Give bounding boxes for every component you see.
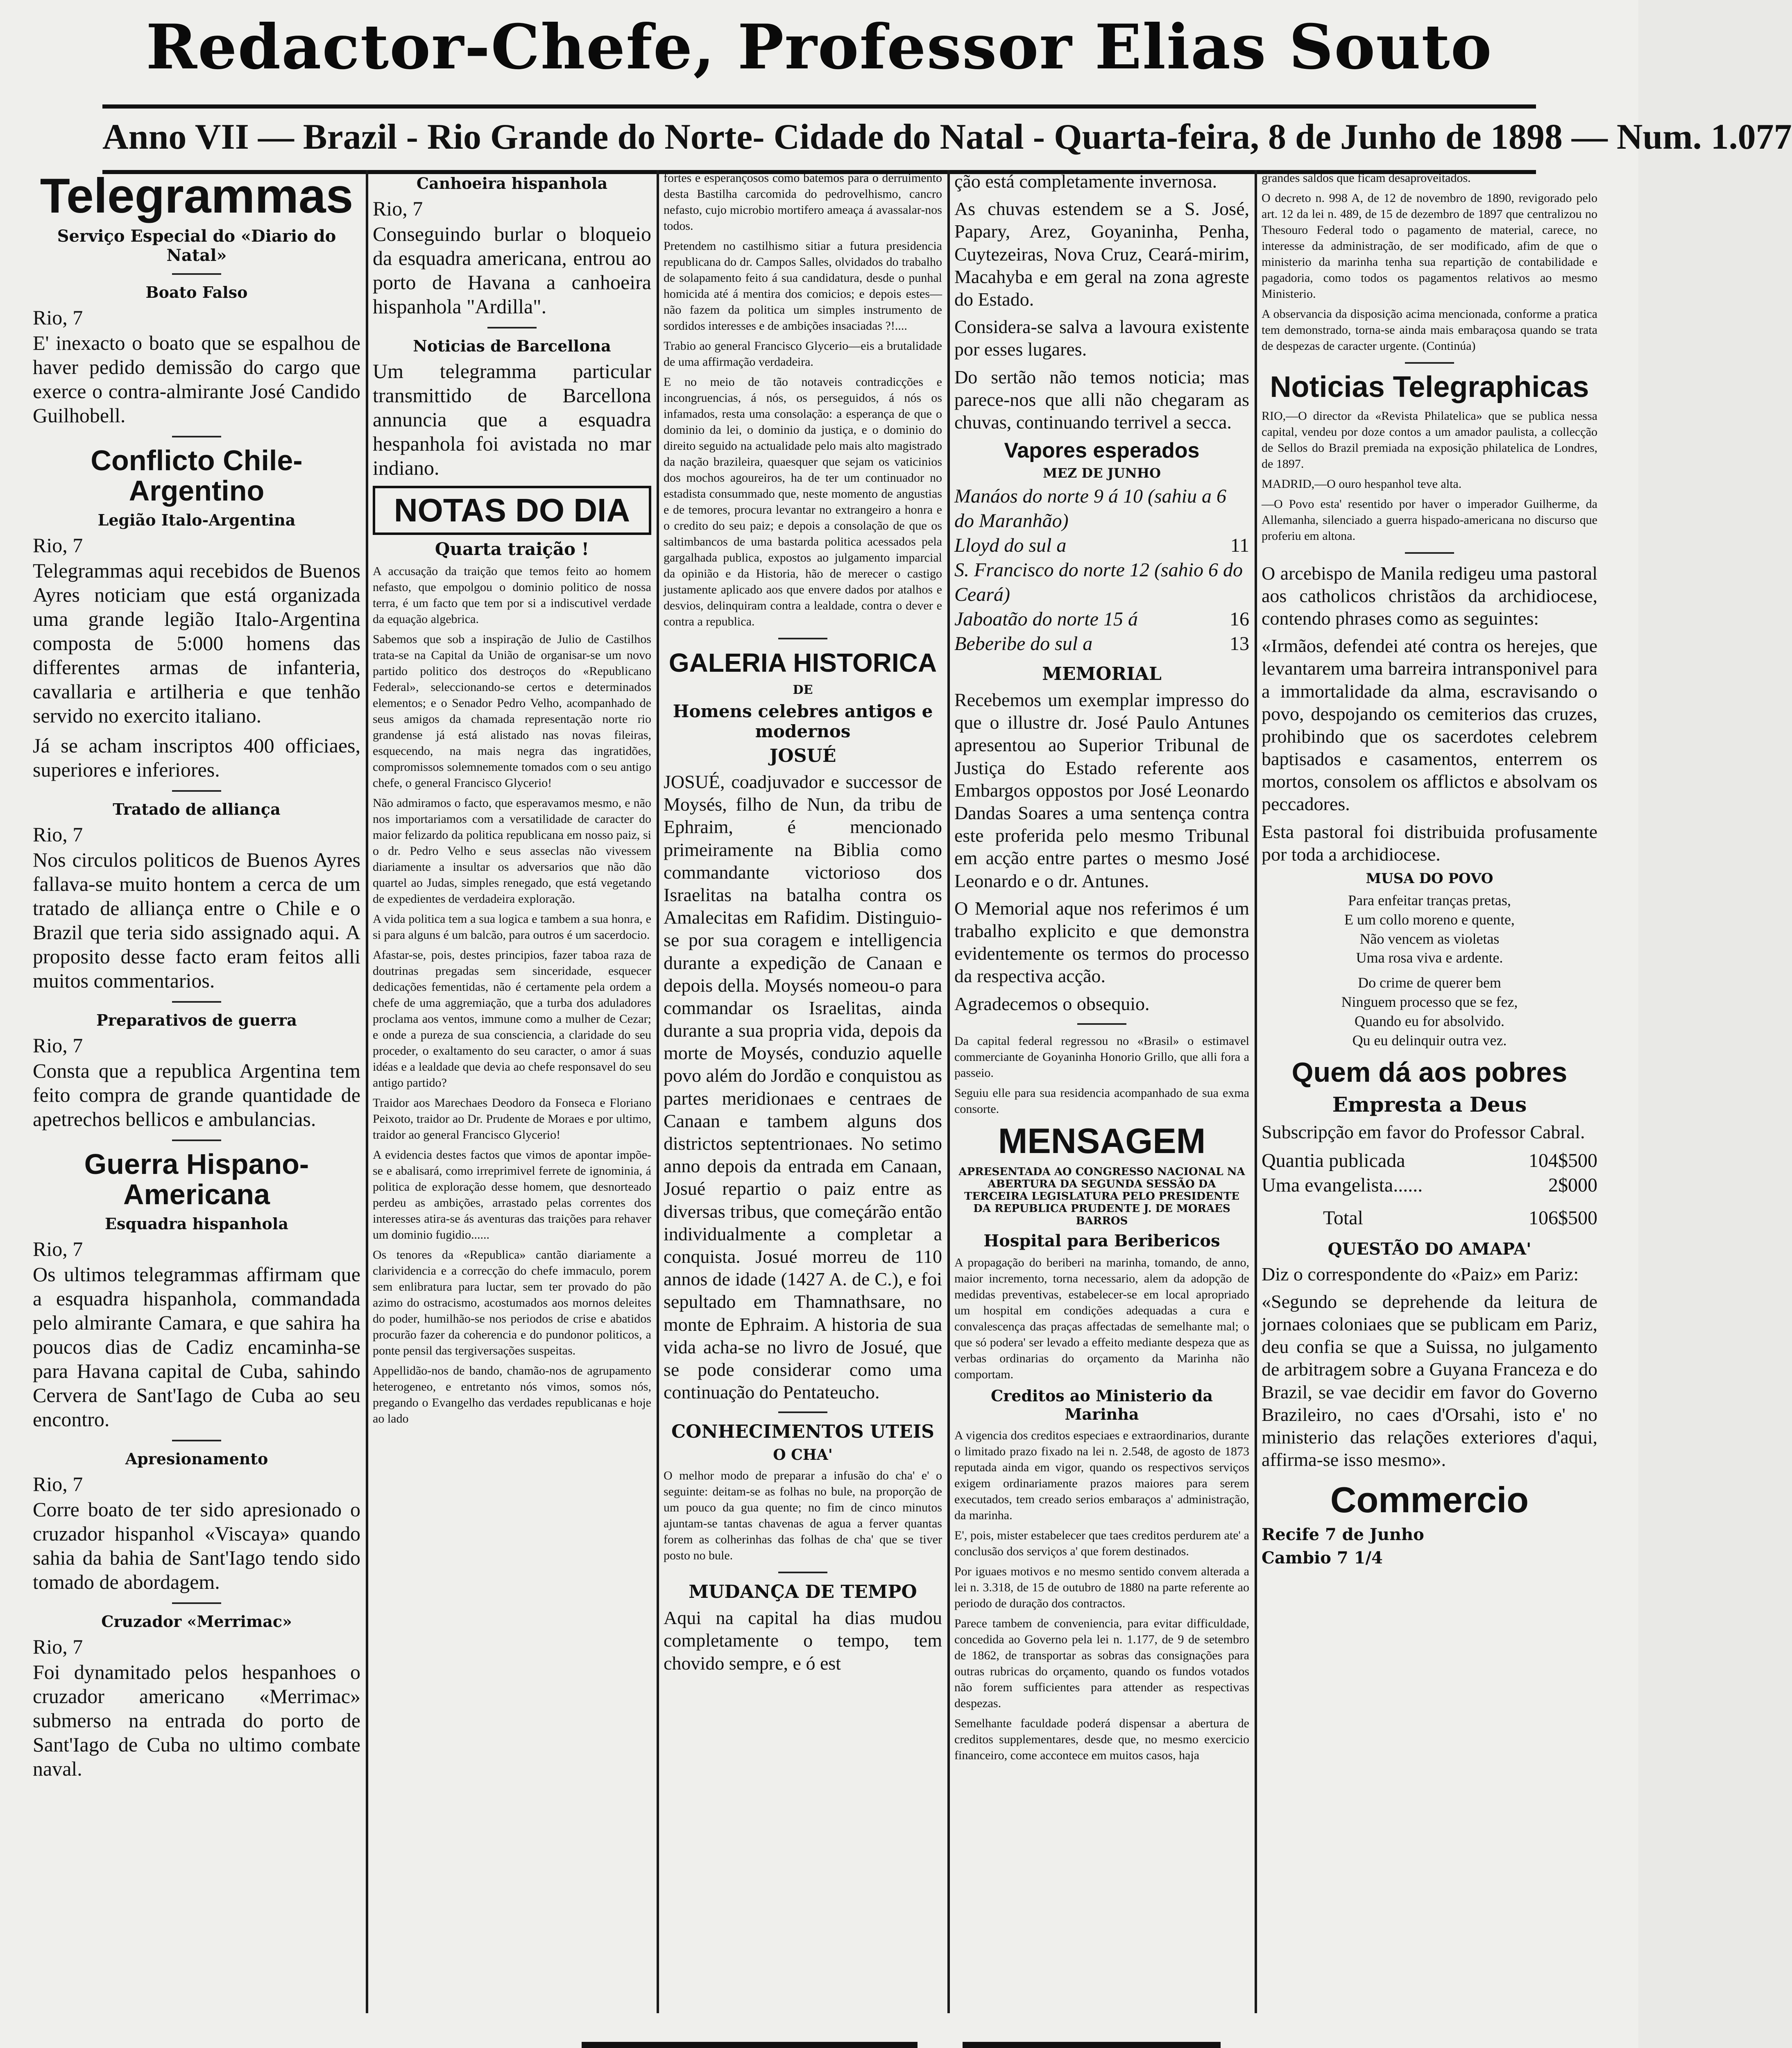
cambio: Cambio 7 1/4 [1262,1548,1383,1568]
separator [778,638,827,639]
heading-conflicto: Conflicto Chile-Argentino [91,444,303,507]
poem-line: Quando eu for absolvido. [1355,1013,1504,1029]
article-conflicto: Telegrammas aqui recebidos de Buenos Ayres noticiam que está organizada uma grande legião Italo-Argentina composta de 5:000 homens das differentes armas de infanteria, cavallaria e artilheria e que tenhão servido no exercito italiano. [33,559,360,727]
separator [172,1140,221,1141]
column-galeria [664,170,942,2013]
paragraph: Seguiu elle para sua residencia acompanhado de sua exma consorte. [954,1086,1249,1116]
paragraph: Parece tambem de conveniencia, para evitar difficuldade, concedida ao Governo pela lei n. 1.177, de 9 de setembro de 1862, de transportar as sobras das consignações para outras rubricas do orçamento, quando os fundos votados não forem sufficientes para attender as respectivas despezas. [954,1616,1249,1710]
place: Rio, 7 [33,1237,83,1260]
column-notas [373,170,651,2013]
separator [487,327,537,328]
article-barcellona: Um telegramma particular transmittido de Barcellona annuncia que a esquadra hespanhola foi avistada no mar indiano. [373,360,651,479]
paragraph: Pretendem no castilhismo sitiar a futura presidencia republicana do dr. Campos Salles, olvidados do trabalho de solapamento feito á sua candidatura, desde o punhal homicida até á mentira dos comicios; e depois estes—não fazem da politica um simples instrumento de sordidos interesses e de ambições insaciadas ?!.... [664,239,942,333]
heading-tratado: Tratado de alliança [113,800,281,818]
vapor-name: Lloyd do sul a [954,535,1067,557]
commercio-title: Commercio [1330,1479,1529,1520]
place: Rio, 7 [33,1473,83,1495]
heading-canhoeira: Canhoeira hispanhola [416,174,608,193]
paragraph: Traidor aos Marechaes Deodoro da Fonseca e Floriano Peixoto, traidor ao Dr. Prudente de Moraes e por ultimo, traidor ao general Francisco Glycerio! [373,1096,651,1142]
stamp-ilegivel [963,2042,1221,2048]
place: Rio, 7 [33,823,83,846]
hospital-title: Hospital para Beribericos [983,1231,1220,1251]
paragraph: Appellidão-nos de bando, chamão-nos de agrupamento heterogeneo, e entretanto nós vimos, somos nós, pregando o Evangelho das verdades republicanas e hoje ao lado [373,1364,651,1425]
mensagem-subtitle: APRESENTADA AO CONGRESSO NACIONAL NA ABERTURA DA SEGUNDA SESSÃO DA TERCEIRA LEGISLATURA PELO PRESIDENTE DA REPUBLICA PRUDENTE J. DE MORAES BARROS [958,1165,1245,1227]
place: Rio, 7 [33,1635,83,1658]
paragraph: Da capital federal regressou no «Brasil» o estimavel commerciante de Goyaninha Honorio Grillo, que alli fora a passeio. [954,1034,1249,1080]
vapor-name: S. Francisco do norte 12 (sahio 6 do Ceará) [954,559,1243,606]
paragraph: A propagação do beriberi na marinha, tomando, de anno, maior incremento, torna necessario, alem da adopção de medidas preventivas, estabelecer-se em local apropriado um hospital em condições adequadas a cura e convalescença das praças affectadas de semelhante mal; o que só podera' ser levado a effeito mediante despeza que as verbas ordinarias do orçamento da Marinha não comportam. [954,1255,1249,1381]
poem-line: Do crime de querer bem [1358,974,1501,991]
poem-line: Para enfeitar tranças pretas, [1348,892,1511,909]
paragraph: E no meio de tão notaveis contradicções e incongruencias, á nós, os perseguidos, á nós os infamados, resta uma consolação: a esperança de que o dominio da lei, o dominio da justiça, e o dominio do direito seguido na actualidade pelo mais alto magistrado da nação brazileira, quaesquer que sejam os vaticinios dos mochos agoureiros, ha de ter um continuador no estadista consummado que, neste momento de angustias e de temores, procura levantar no extrangeiro a honra e o credito do seu paiz; e depois a consolação de que os saltimbancos de uma bastarda politica acessados pela gargalhada publica, expostos ao julgamento imparcial da opinião e da Historia, hão de merecer o castigo justamente aplicado aos que envere dados por atalhos e desvios, delinquiram contra a lealdade, contra o dever e contra a republica. [664,375,942,628]
paragraph: ção está completamente invernosa. [954,171,1217,192]
column-noticias [1262,170,1597,2013]
paragraph: Os tenores da «Republica» cantão diariamente a clarividencia e a correcção do chefe immaculo, porem sem enlibratura para luctar, sem ter provado do pão azimo do ostracismo, acostumados aos mornos deleites do poder, humilhão-se nos periodos de crise e abatidos procurão fazer da coherencia e do pundonor politicos, a ponte pensil das tergiversações suspeitas. [373,1248,651,1357]
heading-preparativos: Preparativos de guerra [96,1011,297,1029]
vapor-day: 16 [1230,608,1249,630]
poem-line: Ninguem processo que se fez, [1341,994,1518,1010]
poem-gap [1262,967,1597,973]
paragraph: Afastar-se, pois, destes principios, fazer taboa raza de doutrinas pregadas sem sinceridade, esquecer dedicações fementidas, não é certamente pela ordem a chefe de uma aggremiação, que a turba dos aduladores proclama aos ventos, immune como a mulher de Cezar; e onde a pureza de sua consciencia, a claridade do seu proceder, o exaltamento do seu caracter, o amor á suas idéas e a lealdade que devia ao chefe responsavel do seu antigo partido? [373,948,651,1090]
notas-do-dia-title: NOTAS DO DIA [373,486,651,535]
place: Rio, 7 [33,306,83,329]
vapor-name: Beberibe do sul a [954,633,1093,655]
vapor-row [954,632,1249,656]
article-canhoeira: Conseguindo burlar o bloqueio da esquadra americana, entrou ao porto de Havana a canhoeira hispanhola "Ardilla". [373,222,651,318]
mudanca-title: MUDANÇA DE TEMPO [689,1581,917,1603]
paragraph: A accusação da traição que temos feito ao homem nefasto, que empolgou o dominio politico de nossa terra, é um facto que tem por si a indiscutivel verdade da equação algebrica. [373,564,651,626]
subheading-legiao: Legião Italo-Argentina [97,511,296,529]
vapor-name: Manáos do norte 9 á 10 (sahiu a 6 do Maranhão) [954,485,1226,532]
paragraph: Diz o correspondente do «Paiz» em Pariz: [1262,1263,1579,1285]
paragraph: «Segundo se deprehende da leitura de jornaes coloniaes que se publicam em Pariz, deu confia se que a Suissa, no julgamento de arbitragem sobre a Guyana Franceza e do Brazil, se vae decidir em favor do Governo Brazileiro, no caes d'Orsahi, isto e' no ministerio das relações exteriores d'aqui, affirma-se isso mesmo». [1262,1291,1597,1470]
paragraph: RIO,—O director da «Revista Philatelica» que se publica nessa capital, vendeu por doze contos a um amador paulista, a collecção de Sellos do Brazil premiada na exposição philatelica de Londres, de 1897. [1262,409,1597,471]
quem-subtitle: Empresta a Deus [1332,1092,1527,1117]
column-rule [947,170,950,2013]
paragraph: E', pois, mister estabelecer que taes creditos perdurem ate' a conclusão dos serviços a' que forem destinados. [954,1528,1249,1558]
amapa-title: QUESTÃO DO AMAPA' [1328,1239,1531,1259]
separator [172,1001,221,1003]
quem-title: Quem dá aos pobres [1291,1057,1568,1088]
row-label: Quantia publicada [1262,1149,1405,1171]
paragraph: —O Povo esta' resentido por haver o imperador Guilherme, da Allemanha, silenciado a guerra hispado-americana no discurso que proferiu em altona. [1262,497,1597,543]
masthead: Redactor-Chefe, Professor Elias Souto [146,11,1493,83]
row-value: 104$500 [1529,1149,1597,1171]
paragraph: O decreto n. 998 A, de 12 de novembro de 1890, revigorado pelo art. 12 da lei n. 489, de 15 de dezembro de 1897 que centralizou no Thesouro Federal todo o pagamento de material, carece, no interesse da administração, de ser modificado, afim de que o ministerio da marinha tenha sua repartição de contabilidade e pagadoria, como todos os pagamentos relativos ao mesmo Ministerio. [1262,191,1597,301]
article-boato: E' inexacto o boato que se espalhou de haver pedido demissão do cargo que exerce o contra-almirante José Candido Guilhobell. [33,331,360,427]
separator [172,790,221,792]
separator [778,1411,827,1413]
separator [172,1602,221,1604]
heading-barcellona: Noticias de Barcellona [413,337,611,355]
commercio-sub: Recife 7 de Junho [1262,1525,1424,1545]
paragraph: Por iguaes motivos e no mesmo sentido convem alterada a lei n. 3.318, de 15 de outubro de 1880 na parte referente ao periodo de duração dos contractos. [954,1564,1249,1610]
total-row [1262,1206,1597,1230]
musa-title: MUSA DO POVO [1366,870,1493,887]
galeria-de: DE [793,683,813,697]
conhecimentos-title: CONHECIMENTOS UTEIS [671,1421,934,1443]
paragraph: O Memorial aque nos referimos é um trabalho explicito e que demonstra evidentemente os termos do processo da respectiva acção. [954,897,1249,987]
paragraph: Esta pastoral foi distribuida profusamente por toda a archidiocese. [1262,821,1597,865]
paragraph: Considera-se salva a lavoura existente por esses lugares. [954,316,1249,360]
heading-guerra: Guerra Hispano-Americana [84,1148,309,1210]
place: Rio, 7 [33,1034,83,1057]
poem-line: Uma rosa viva e ardente. [1356,949,1503,966]
paragraph: grandes saldos que ficam desaproveitados. [1262,171,1471,185]
paragraph: Não admiramos o facto, que esperavamos mesmo, e não nos importariamos com a versatilidade de caracter do maior felizardo da politica republicana em nosso paiz, si o dr. Pedro Velho e seus asseclas não vivessem diariamente a insultar os adversarios que não dão quartel ao Judas, simples renegado, que está vegetando de expedientes de verdadeira exploração. [373,796,651,906]
separator [778,1572,827,1573]
paragraph: A vigencia dos creditos especiaes e extraordinarios, durante o limitado prazo fixado na lei n. 2.548, de agosto de 1873 reputada ainda em vigor, quando os respectivos serviços exigem ordinariamente prazos maiores para serem executados, tem creado serios embaraços a' administração, da marinha. [954,1428,1249,1522]
separator [1405,552,1454,554]
column-rule [1255,170,1257,2013]
paragraph: Do sertão não temos noticia; mas parece-nos que alli não chegaram as chuvas, continuando terrivel a secca. [954,366,1249,433]
article-cruzador: Foi dynamitado pelos hespanhoes o cruzador americano «Merrimac» submerso na entrada do porto de Sant'Iago de Cuba no ultimo combate naval. [33,1661,360,1780]
subheading-esquadra: Esquadra hispanhola [105,1214,288,1233]
galeria-historica-title: GALERIA HISTORICA [668,648,937,677]
creditos-title: Creditos ao Ministerio da Marinha [990,1386,1213,1423]
article-guerra: Os ultimos telegrammas affirmam que a esquadra hispanhola, commandada pelo almirante Camara, e que sahira ha poucos dias de Cadiz encaminha-se para Havana capital de Cuba, sahindo Cervera de Sant'Iago de Cuba ao seu encontro. [33,1263,360,1431]
paragraph: Trabio ao general Francisco Glycerio—eis a brutalidade de uma affirmação verdadeira. [664,339,942,369]
heading-apresionamento: Apresionamento [125,1450,268,1468]
mensagem-title: MENSAGEM [998,1121,1206,1161]
separator [1077,1023,1126,1025]
subscripcao-row [1262,1149,1597,1173]
paragraph: Semelhante faculdade poderá dispensar a abertura de creditos supplementares, desde que, no mesmo exercicio financeiro, come accontece em muitos casos, haja [954,1716,1249,1762]
heading-cruzador: Cruzador «Merrimac» [101,1612,292,1631]
galeria-name: JOSUÉ [769,745,836,766]
vapor-row [954,533,1249,558]
total-label: Total [1323,1207,1363,1229]
heading-boato: Boato Falso [145,283,248,301]
column-rule [366,170,368,2013]
poem-line: Qu eu delinquir outra vez. [1352,1032,1507,1049]
vapor-row [954,558,1249,607]
separator [1405,362,1454,364]
vapor-row [954,607,1249,632]
vapor-day: 11 [1230,535,1249,557]
poem [1262,891,1597,1050]
heading-quarta-traicao: Quarta traição ! [435,539,589,559]
memorial-title: MEMORIAL [1042,664,1162,685]
separator [172,273,221,275]
conhecimentos-sub: O CHA' [773,1446,833,1464]
galeria-subtitle: Homens celebres antigos e modernos [673,701,933,741]
article-mudanca: Aqui na capital ha dias mudou completamente o tempo, tem chovido sempre, e ó est [664,1607,942,1674]
vapor-row [954,484,1249,533]
separator [172,436,221,437]
column-rule [657,170,659,2013]
vapor-name: Jaboatão do norte 15 á [954,608,1138,630]
place: Rio, 7 [33,534,83,557]
vapor-day: 13 [1230,633,1249,655]
paragraph: Recebemos um exemplar impresso do que o illustre dr. José Paulo Antunes apresentou ao Superior Tribunal de Justiça do Estado referente aos Embargos oppostos por José Leonardo Dandas Soares a uma sentença contra este proferida pelo mesmo Tribunal em acção entre partes o mesmo José Leonardo e o dr. Antunes. [954,689,1249,891]
column-telegrammas [33,170,360,2013]
article-apresionamento: Corre boato de ter sido apresionado o cruzador hispanhol «Viscaya» quando sahia da bahia de Sant'Iago tendo sido tomado de abordagem. [33,1498,360,1593]
paragraph: A observancia da disposição acima mencionada, conforme a pratica tem demonstrado, torna-se ainda mais embaraçosa quando se trata de despezas de caracter urgente. (Continúa) [1262,307,1597,353]
paragraph: MADRID,—O ouro hespanhol teve alta. [1262,477,1462,491]
place: Rio, 7 [373,197,423,220]
section-subtitle: Serviço Especial do «Diario do Natal» [57,227,336,265]
vapores-subtitle: MEZ DE JUNHO [1043,465,1161,481]
column-memorial [954,170,1249,2013]
paragraph: A evidencia destes factos que vimos de apontar impõe-se e abalisará, como irreprimivel ferrete de ignominia, á politica de exploração desse homem, que desnorteado perdeu as ambições, arrastado pelas correntes dos interesses atira-se ás aventuras das traições para rehaver um dominio fugidio...... [373,1148,651,1241]
paragraph: Agradecemos o obsequio. [954,993,1150,1014]
vapores-title: Vapores esperados [1004,439,1200,463]
article-tratado: Nos circulos politicos de Buenos Ayres fallava-se muito hontem a cerca de um tratado de alliança entre o Chile e o Brazil que teria sido assignado aqui. A proposito desse facto eram feitos alli muitos commentarios. [33,848,360,992]
dateline: Anno VII — Brazil - Rio Grande do Norte- Cidade do Natal - Quarta-feira, 8 de Junho de 1898 — Num. 1.077 [102,104,1536,174]
stamp-pagina-manchada [582,2042,918,2048]
paragraph: fortes e esperançosos como batemos para o derruimento desta Bastilha carcomida do pedrovelhismo, cancro nefasto, cujo microbio mortifero ameaça á avassalar-nos todos. [664,171,942,233]
paragraph: As chuvas estendem se a S. José, Papary, Arez, Goyaninha, Penha, Cuytezeiras, Nova Cruz, Ceará-mirim, Macahyba e em geral na zona agreste do Estado. [954,198,1249,310]
total-value: 106$500 [1529,1207,1597,1229]
noticias-title: Noticias Telegraphicas [1270,371,1589,403]
poem-line: E um collo moreno e quente, [1344,911,1515,928]
article-preparativos: Consta que a republica Argentina tem feito compra de grande quantidade de apetrechos bellicos e ambulancias. [33,1059,360,1130]
paragraph: A vida politica tem a sua logica e tambem a sua honra, e si para alguns é um balcão, para outros é um sacerdocio. [373,912,651,942]
subscripcao-row [1262,1173,1597,1198]
subscripcao: Subscripção em favor do Professor Cabral. [1262,1121,1585,1143]
section-title-telegrammas: Telegrammas [40,168,353,223]
row-value: 2$000 [1548,1174,1597,1196]
paragraph: O arcebispo de Manila redigeu uma pastoral aos catholicos christãos da archidiocese, contendo phrases como as seguintes: [1262,562,1597,629]
poem-line: Não vencem as violetas [1359,930,1500,947]
article-conflicto-2: Já se acham inscriptos 400 officiaes, superiores e inferiores. [33,734,360,781]
row-label: Uma evangelista...... [1262,1174,1423,1196]
paragraph: Sabemos que sob a inspiração de Julio de Castilhos trata-se na Capital da União de organisar-se um novo partido politico dos destroços do «Republicano Federal», seleccionando-se certos e determinados elementos; e o Senador Pedro Velho, acompanhado de seus amigos da chamada representação norte rio grandense já está alistado nas novas fileiras, esquecendo, na mais negra das ingratidões, compromissos solemnemente tomados com o seu antigo chefe, o general Francisco Glycerio! [373,632,651,790]
article-josue: JOSUÉ, coadjuvador e successor de Moysés, filho de Nun, da tribu de Ephraim, é mencionado primeiramente na Biblia como commandante victorioso dos Israelitas na batalha contra os Amalecitas em Rafidim. Distinguio-se por sua coragem e intelligencia durante a expedição de Canaan e depois della. Moysés nomeou-o para commandar os Israelitas, ainda durante a sua propria vida, depois da morte de Moysés, conduzio aquelle povo além do Jordão e conquistou as partes meridionaes e centraes de Canaan e tambem alguns dos districtos septentrionaes. No setimo anno depois da entrada em Canaan, Josué repartio o paiz entre as diversas tribus, que começárão então individualmente a completar a conquista. Josué morreu de 110 annos de idade (1427 A. de C.), e foi sepultado em Thamnathsare, no monte de Ephraim. A historia de sua vida acha-se no livro de Josué, que se pode considerar como uma continuação do Pentateucho. [664,771,942,1403]
separator [172,1440,221,1441]
paragraph: «Irmãos, defendei até contra os herejes, que levantarem uma barreira intransponivel para a immortalidade da alma, escravisando o povo, despojando os cemiterios das cruzes, prohibindo que os sacerdotes celebrem baptisados e casamentos, enterrem os mortos, consolem os afflictos e absolvam os peccadores. [1262,635,1597,815]
article-cha: O melhor modo de preparar a infusão do cha' e' o seguinte: deitam-se as folhas no bule, na proporção de um pouco da gua quente; no fim de cinco minutos ajuntam-se tantas chavenas de agua a ferver quantas forem as colherinhas das folhas de cha' que se tiver posto no bule. [664,1469,942,1563]
